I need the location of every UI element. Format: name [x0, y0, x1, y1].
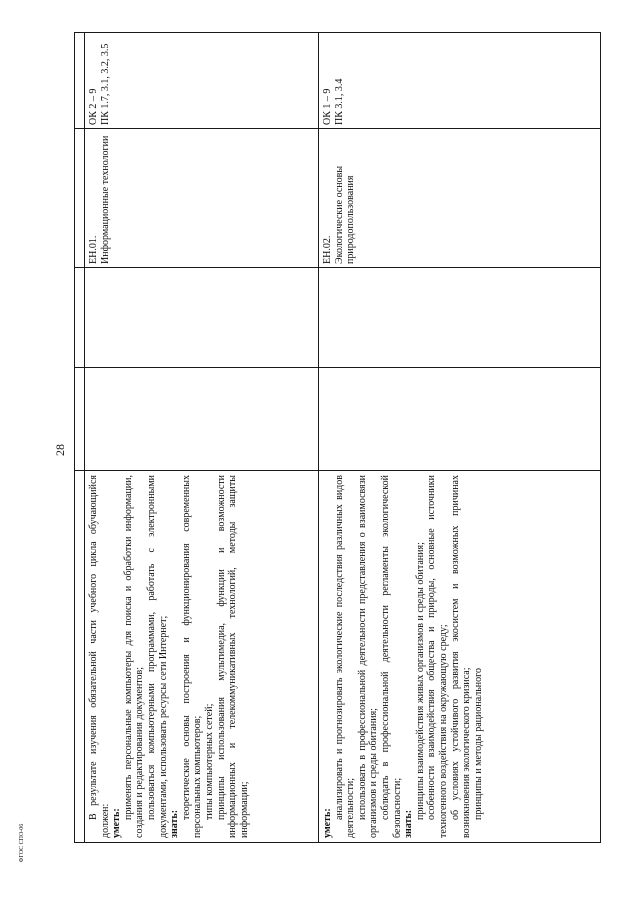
znat-label: знать:	[169, 809, 181, 838]
umet-item: применять персональные компьютеры для поиска и обработки информации, создания и редактирования документов;	[122, 475, 146, 838]
description-cell	[85, 471, 319, 843]
header-cell-codes	[75, 33, 85, 129]
table-row	[85, 33, 319, 843]
blank-cell	[85, 268, 319, 368]
header-cell-blank2	[75, 268, 85, 368]
competency-cell	[319, 33, 601, 129]
znat-item: принципы использования мультимедиа, функции и возможности информационных и телекоммуникативных технологий, методы защиты информации;	[215, 475, 250, 838]
intro-text: В результате изучения обязательной части учебного цикла обучающийся должен:	[88, 475, 111, 838]
curriculum-table	[74, 33, 600, 843]
header-cell-name	[75, 129, 85, 268]
competency-ok: ОК 2 – 9	[88, 88, 99, 125]
znat-item: принципы взаимодействия живых организмов и среды обитания;	[414, 542, 426, 820]
umet-item: анализировать и прогнозировать экологические последствия различных видов деятельности;	[333, 475, 357, 838]
discipline-title: Экологические основы природопользования	[333, 165, 357, 264]
discipline-cell	[85, 129, 319, 268]
page-number: 28	[53, 444, 67, 456]
znat-item: типы компьютерных сетей;	[203, 703, 215, 820]
znat-label: знать:	[403, 809, 415, 838]
competency-ok: ОК 1 – 9	[322, 88, 333, 125]
discipline-title: Информационные технологии	[99, 135, 111, 264]
curriculum-grid	[74, 32, 601, 843]
znat-item: об условиях устойчивого развития экосистем и возможных причинах возникновения экологического кризиса;	[449, 475, 473, 838]
description-cell	[319, 471, 601, 843]
discipline-code: ЕН.02.	[322, 235, 333, 264]
discipline-code: ЕН.01.	[88, 235, 99, 264]
header-cell-blank1	[75, 368, 85, 471]
umet-item: использовать в профессиональной деятельности представления о взаимосвязи организмов и среды обитания;	[356, 475, 380, 838]
competency-cell	[85, 33, 319, 129]
znat-item: теоретические основы построения и функционирования современных персональных компьютеров;	[180, 475, 204, 838]
blank-cell	[319, 268, 601, 368]
blank-cell	[319, 368, 601, 471]
umet-item: пользоваться компьютерными программами, работать с электронными документами, использовать ресурсы сети Интернет;	[145, 475, 169, 838]
table-row	[319, 33, 601, 843]
znat-item: принципы и методы рационального	[472, 668, 484, 820]
umet-item: соблюдать в профессиональной деятельности регламенты экологической безопасности;	[379, 475, 403, 838]
blank-cell	[85, 368, 319, 471]
competency-pk: ПК 1.7, 3.1, 3.2, 3.5	[99, 43, 111, 125]
footer-label: ФГОС СПО-06	[19, 823, 25, 863]
discipline-cell	[319, 129, 601, 268]
table-header-band	[75, 33, 85, 843]
umet-label: уметь:	[111, 808, 123, 838]
znat-item: особенности взаимодействия общества и природы, основные источники техногенного воздействия на окружающую среду;	[426, 475, 449, 838]
header-cell-text	[75, 471, 85, 843]
umet-label: уметь:	[322, 808, 333, 838]
competency-pk: ПК 3.1, 3.4	[333, 78, 345, 125]
